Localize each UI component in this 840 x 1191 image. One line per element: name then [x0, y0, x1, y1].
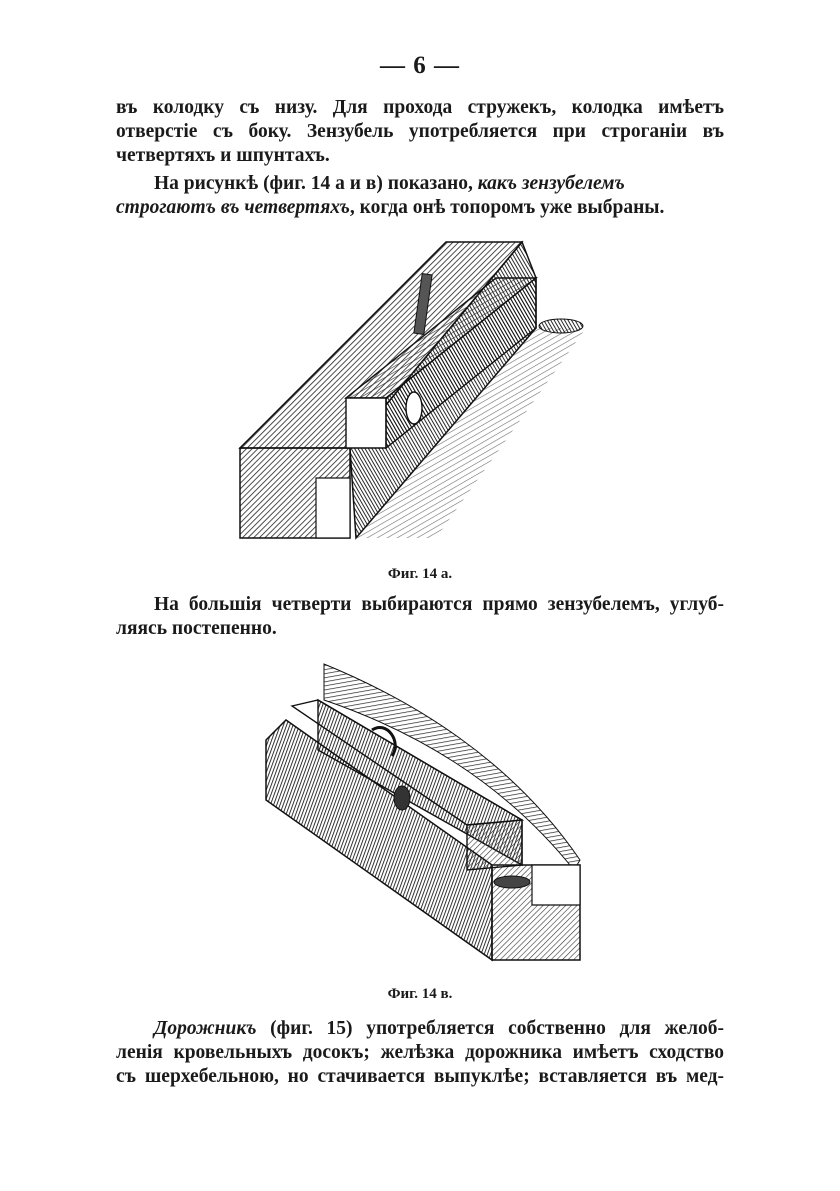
text-line: отверстіе съ боку. Зензубель употребляется при строганіи въ	[116, 121, 724, 142]
text-run: , когда онѣ топоромъ уже выбраны.	[349, 197, 665, 218]
text-line: въ колодку съ низу. Для прохода стружекъ, колодка имѣетъ	[116, 97, 724, 118]
text-line: ляясь постепенно.	[116, 618, 277, 639]
text-line: четвертяхъ и шпунтахъ.	[116, 145, 330, 166]
italic-term: строгаютъ въ четвертяхъ	[116, 197, 350, 218]
paragraph-4	[116, 1017, 724, 1089]
text-line	[116, 1017, 724, 1041]
paragraph-1	[116, 96, 724, 168]
text-line: ленія кровельныхъ досокъ; желѣзка дорожника имѣетъ сходство	[116, 1042, 724, 1063]
italic-term: Дорожникъ	[154, 1018, 257, 1039]
text-line	[116, 196, 724, 220]
text-line	[116, 172, 724, 196]
page-number: — 6 —	[380, 52, 460, 79]
text-line: съ шерхебельною, но стачивается выпуклѣе; вставляется въ мед-	[116, 1066, 724, 1087]
paragraph-3	[116, 593, 724, 641]
italic-term: какъ зензубелемъ	[477, 173, 625, 194]
figure-14a-caption: Фиг. 14 а.	[387, 566, 453, 582]
text-run: (фиг. 15) употребляется собственно для желоб-	[256, 1018, 724, 1039]
figure-14b-illustration	[262, 660, 586, 972]
figure-14a-illustration	[236, 238, 596, 550]
text-run: На рисункѣ (фиг. 14 а и в) показано,	[154, 173, 478, 194]
text-line: На большія четверти выбираются прямо зензубелемъ, углуб-	[154, 594, 724, 615]
figure-14b-caption: Фиг. 14 в.	[387, 986, 453, 1002]
paragraph-2	[116, 172, 724, 220]
